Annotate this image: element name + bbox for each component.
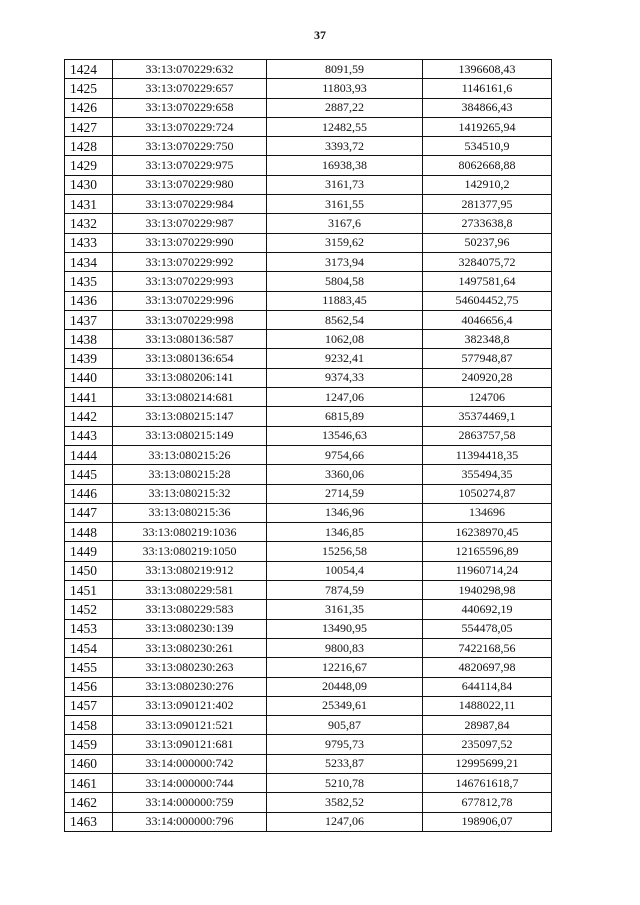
table-row — [65, 252, 552, 271]
row-number-cell: 1442 — [65, 407, 113, 426]
area-value-cell: 5233,87 — [267, 754, 423, 773]
row-number-cell: 1428 — [65, 137, 113, 156]
cadastral-number-cell: 33:14:000000:796 — [113, 812, 267, 831]
cadastral-value-cell: 644114,84 — [423, 677, 552, 696]
cadastral-number-cell: 33:13:070229:984 — [113, 195, 267, 214]
page-number: 37 — [314, 28, 326, 42]
table-row — [65, 773, 552, 792]
cadastral-number-cell: 33:13:090121:402 — [113, 696, 267, 715]
table-row — [65, 696, 552, 715]
area-value-cell: 6815,89 — [267, 407, 423, 426]
row-number-cell: 1455 — [65, 658, 113, 677]
cadastral-number-cell: 33:13:090121:521 — [113, 716, 267, 735]
row-number-cell: 1440 — [65, 368, 113, 387]
area-value-cell: 16938,38 — [267, 156, 423, 175]
cadastral-number-cell: 33:13:080136:654 — [113, 349, 267, 368]
area-value-cell: 1346,85 — [267, 523, 423, 542]
cadastral-value-cell: 198906,07 — [423, 812, 552, 831]
row-number-cell: 1457 — [65, 696, 113, 715]
table-row — [65, 561, 552, 580]
cadastral-value-cell: 384866,43 — [423, 98, 552, 117]
area-value-cell: 10054,4 — [267, 561, 423, 580]
row-number-cell: 1462 — [65, 793, 113, 812]
area-value-cell: 3167,6 — [267, 214, 423, 233]
area-value-cell: 2714,59 — [267, 484, 423, 503]
table-row — [65, 60, 552, 79]
cadastral-value-cell: 50237,96 — [423, 233, 552, 252]
area-value-cell: 15256,58 — [267, 542, 423, 561]
cadastral-value-cell: 1488022,11 — [423, 696, 552, 715]
cadastral-number-cell: 33:13:080229:581 — [113, 581, 267, 600]
row-number-cell: 1439 — [65, 349, 113, 368]
area-value-cell: 905,87 — [267, 716, 423, 735]
cadastral-number-cell: 33:13:080215:147 — [113, 407, 267, 426]
table-row — [65, 503, 552, 522]
table-row — [65, 388, 552, 407]
table-row — [65, 465, 552, 484]
row-number-cell: 1458 — [65, 716, 113, 735]
cadastral-value-cell: 534510,9 — [423, 137, 552, 156]
row-number-cell: 1443 — [65, 426, 113, 445]
area-value-cell: 20448,09 — [267, 677, 423, 696]
table-row — [65, 542, 552, 561]
table-row — [65, 638, 552, 657]
table-row — [65, 581, 552, 600]
row-number-cell: 1437 — [65, 310, 113, 329]
row-number-cell: 1426 — [65, 98, 113, 117]
area-value-cell: 9232,41 — [267, 349, 423, 368]
cadastral-value-cell: 235097,52 — [423, 735, 552, 754]
cadastral-number-cell: 33:13:080219:1050 — [113, 542, 267, 561]
cadastral-value-cell: 677812,78 — [423, 793, 552, 812]
cadastral-value-cell: 2863757,58 — [423, 426, 552, 445]
area-value-cell: 11803,93 — [267, 79, 423, 98]
row-number-cell: 1430 — [65, 175, 113, 194]
cadastral-number-cell: 33:13:070229:990 — [113, 233, 267, 252]
table-row — [65, 793, 552, 812]
cadastral-value-cell: 4046656,4 — [423, 310, 552, 329]
area-value-cell: 8091,59 — [267, 60, 423, 79]
row-number-cell: 1456 — [65, 677, 113, 696]
area-value-cell: 12216,67 — [267, 658, 423, 677]
area-value-cell: 12482,55 — [267, 117, 423, 136]
row-number-cell: 1436 — [65, 291, 113, 310]
area-value-cell: 3161,35 — [267, 600, 423, 619]
cadastral-value-cell: 28987,84 — [423, 716, 552, 735]
area-value-cell: 1247,06 — [267, 388, 423, 407]
cadastral-value-cell: 12995699,21 — [423, 754, 552, 773]
cadastral-number-cell: 33:13:070229:657 — [113, 79, 267, 98]
table-row — [65, 600, 552, 619]
cadastral-value-cell: 281377,95 — [423, 195, 552, 214]
table-row — [65, 330, 552, 349]
row-number-cell: 1451 — [65, 581, 113, 600]
row-number-cell: 1463 — [65, 812, 113, 831]
cadastral-value-cell: 7422168,56 — [423, 638, 552, 657]
cadastral-value-cell: 1419265,94 — [423, 117, 552, 136]
table-row — [65, 812, 552, 831]
cadastral-value-cell: 3284075,72 — [423, 252, 552, 271]
cadastral-value-cell: 1940298,98 — [423, 581, 552, 600]
area-value-cell: 8562,54 — [267, 310, 423, 329]
cadastral-number-cell: 33:13:070229:975 — [113, 156, 267, 175]
table-row — [65, 445, 552, 464]
cadastral-value-cell: 142910,2 — [423, 175, 552, 194]
cadastral-value-cell: 8062668,88 — [423, 156, 552, 175]
cadastral-value-cell: 146761618,7 — [423, 773, 552, 792]
table-row — [65, 79, 552, 98]
cadastral-value-cell: 134696 — [423, 503, 552, 522]
cadastral-value-cell: 1050274,87 — [423, 484, 552, 503]
table-row — [65, 233, 552, 252]
row-number-cell: 1445 — [65, 465, 113, 484]
table-row — [65, 137, 552, 156]
table-row — [65, 175, 552, 194]
row-number-cell: 1427 — [65, 117, 113, 136]
row-number-cell: 1444 — [65, 445, 113, 464]
row-number-cell: 1424 — [65, 60, 113, 79]
cadastral-number-cell: 33:13:080230:139 — [113, 619, 267, 638]
row-number-cell: 1429 — [65, 156, 113, 175]
row-number-cell: 1452 — [65, 600, 113, 619]
area-value-cell: 9800,83 — [267, 638, 423, 657]
area-value-cell: 9795,73 — [267, 735, 423, 754]
table-row — [65, 272, 552, 291]
cadastral-number-cell: 33:14:000000:744 — [113, 773, 267, 792]
cadastral-value-cell: 240920,28 — [423, 368, 552, 387]
cadastral-value-cell: 382348,8 — [423, 330, 552, 349]
cadastral-number-cell: 33:13:080136:587 — [113, 330, 267, 349]
cadastral-value-cell: 2733638,8 — [423, 214, 552, 233]
row-number-cell: 1449 — [65, 542, 113, 561]
area-value-cell: 1346,96 — [267, 503, 423, 522]
cadastral-value-cell: 54604452,75 — [423, 291, 552, 310]
cadastral-value-cell: 4820697,98 — [423, 658, 552, 677]
cadastral-number-cell: 33:13:070229:987 — [113, 214, 267, 233]
table-row — [65, 735, 552, 754]
area-value-cell: 5210,78 — [267, 773, 423, 792]
cadastral-number-cell: 33:14:000000:742 — [113, 754, 267, 773]
area-value-cell: 13546,63 — [267, 426, 423, 445]
cadastral-number-cell: 33:13:080215:26 — [113, 445, 267, 464]
cadastral-value-table — [64, 59, 552, 832]
area-value-cell: 3161,73 — [267, 175, 423, 194]
cadastral-number-cell: 33:13:070229:992 — [113, 252, 267, 271]
row-number-cell: 1460 — [65, 754, 113, 773]
cadastral-value-cell: 35374469,1 — [423, 407, 552, 426]
cadastral-number-cell: 33:13:070229:996 — [113, 291, 267, 310]
area-value-cell: 9374,33 — [267, 368, 423, 387]
cadastral-number-cell: 33:14:000000:759 — [113, 793, 267, 812]
area-value-cell: 3161,55 — [267, 195, 423, 214]
cadastral-value-cell: 577948,87 — [423, 349, 552, 368]
cadastral-number-cell: 33:13:080229:583 — [113, 600, 267, 619]
cadastral-number-cell: 33:13:070229:993 — [113, 272, 267, 291]
area-value-cell: 7874,59 — [267, 581, 423, 600]
area-value-cell: 3582,52 — [267, 793, 423, 812]
area-value-cell: 3159,62 — [267, 233, 423, 252]
cadastral-value-cell: 1497581,64 — [423, 272, 552, 291]
cadastral-number-cell: 33:13:080215:149 — [113, 426, 267, 445]
row-number-cell: 1425 — [65, 79, 113, 98]
area-value-cell: 9754,66 — [267, 445, 423, 464]
table-row — [65, 484, 552, 503]
cadastral-number-cell: 33:13:090121:681 — [113, 735, 267, 754]
table-row — [65, 677, 552, 696]
row-number-cell: 1453 — [65, 619, 113, 638]
table-row — [65, 349, 552, 368]
table-row — [65, 426, 552, 445]
table-row — [65, 310, 552, 329]
cadastral-value-cell: 16238970,45 — [423, 523, 552, 542]
cadastral-number-cell: 33:13:080230:276 — [113, 677, 267, 696]
row-number-cell: 1459 — [65, 735, 113, 754]
row-number-cell: 1447 — [65, 503, 113, 522]
area-value-cell: 11883,45 — [267, 291, 423, 310]
cadastral-number-cell: 33:13:080219:1036 — [113, 523, 267, 542]
cadastral-number-cell: 33:13:070229:658 — [113, 98, 267, 117]
table-row — [65, 98, 552, 117]
table-row — [65, 523, 552, 542]
area-value-cell: 5804,58 — [267, 272, 423, 291]
row-number-cell: 1448 — [65, 523, 113, 542]
row-number-cell: 1446 — [65, 484, 113, 503]
row-number-cell: 1461 — [65, 773, 113, 792]
cadastral-number-cell: 33:13:080215:28 — [113, 465, 267, 484]
table-row — [65, 716, 552, 735]
row-number-cell: 1441 — [65, 388, 113, 407]
cadastral-value-cell: 11394418,35 — [423, 445, 552, 464]
cadastral-number-cell: 33:13:080219:912 — [113, 561, 267, 580]
table-body — [65, 60, 552, 832]
area-value-cell: 1062,08 — [267, 330, 423, 349]
cadastral-number-cell: 33:13:080230:261 — [113, 638, 267, 657]
area-value-cell: 25349,61 — [267, 696, 423, 715]
cadastral-number-cell: 33:13:080206:141 — [113, 368, 267, 387]
row-number-cell: 1434 — [65, 252, 113, 271]
cadastral-number-cell: 33:13:070229:632 — [113, 60, 267, 79]
cadastral-value-cell: 1396608,43 — [423, 60, 552, 79]
table-row — [65, 658, 552, 677]
cadastral-value-cell: 355494,35 — [423, 465, 552, 484]
table-row — [65, 195, 552, 214]
cadastral-number-cell: 33:13:080214:681 — [113, 388, 267, 407]
row-number-cell: 1454 — [65, 638, 113, 657]
cadastral-value-cell: 11960714,24 — [423, 561, 552, 580]
row-number-cell: 1431 — [65, 195, 113, 214]
table-row — [65, 156, 552, 175]
area-value-cell: 13490,95 — [267, 619, 423, 638]
area-value-cell: 1247,06 — [267, 812, 423, 831]
cadastral-value-cell: 124706 — [423, 388, 552, 407]
cadastral-number-cell: 33:13:080230:263 — [113, 658, 267, 677]
table-row — [65, 407, 552, 426]
cadastral-value-cell: 440692,19 — [423, 600, 552, 619]
table-row — [65, 291, 552, 310]
table-row — [65, 619, 552, 638]
cadastral-number-cell: 33:13:080215:32 — [113, 484, 267, 503]
cadastral-value-cell: 12165596,89 — [423, 542, 552, 561]
area-value-cell: 3393,72 — [267, 137, 423, 156]
table-row — [65, 214, 552, 233]
cadastral-number-cell: 33:13:080215:36 — [113, 503, 267, 522]
area-value-cell: 3173,94 — [267, 252, 423, 271]
table-row — [65, 117, 552, 136]
cadastral-number-cell: 33:13:070229:998 — [113, 310, 267, 329]
table-row — [65, 754, 552, 773]
row-number-cell: 1450 — [65, 561, 113, 580]
row-number-cell: 1432 — [65, 214, 113, 233]
cadastral-number-cell: 33:13:070229:724 — [113, 117, 267, 136]
row-number-cell: 1438 — [65, 330, 113, 349]
area-value-cell: 2887,22 — [267, 98, 423, 117]
row-number-cell: 1433 — [65, 233, 113, 252]
row-number-cell: 1435 — [65, 272, 113, 291]
cadastral-number-cell: 33:13:070229:980 — [113, 175, 267, 194]
cadastral-value-cell: 554478,05 — [423, 619, 552, 638]
table-row — [65, 368, 552, 387]
area-value-cell: 3360,06 — [267, 465, 423, 484]
cadastral-number-cell: 33:13:070229:750 — [113, 137, 267, 156]
cadastral-value-cell: 1146161,6 — [423, 79, 552, 98]
